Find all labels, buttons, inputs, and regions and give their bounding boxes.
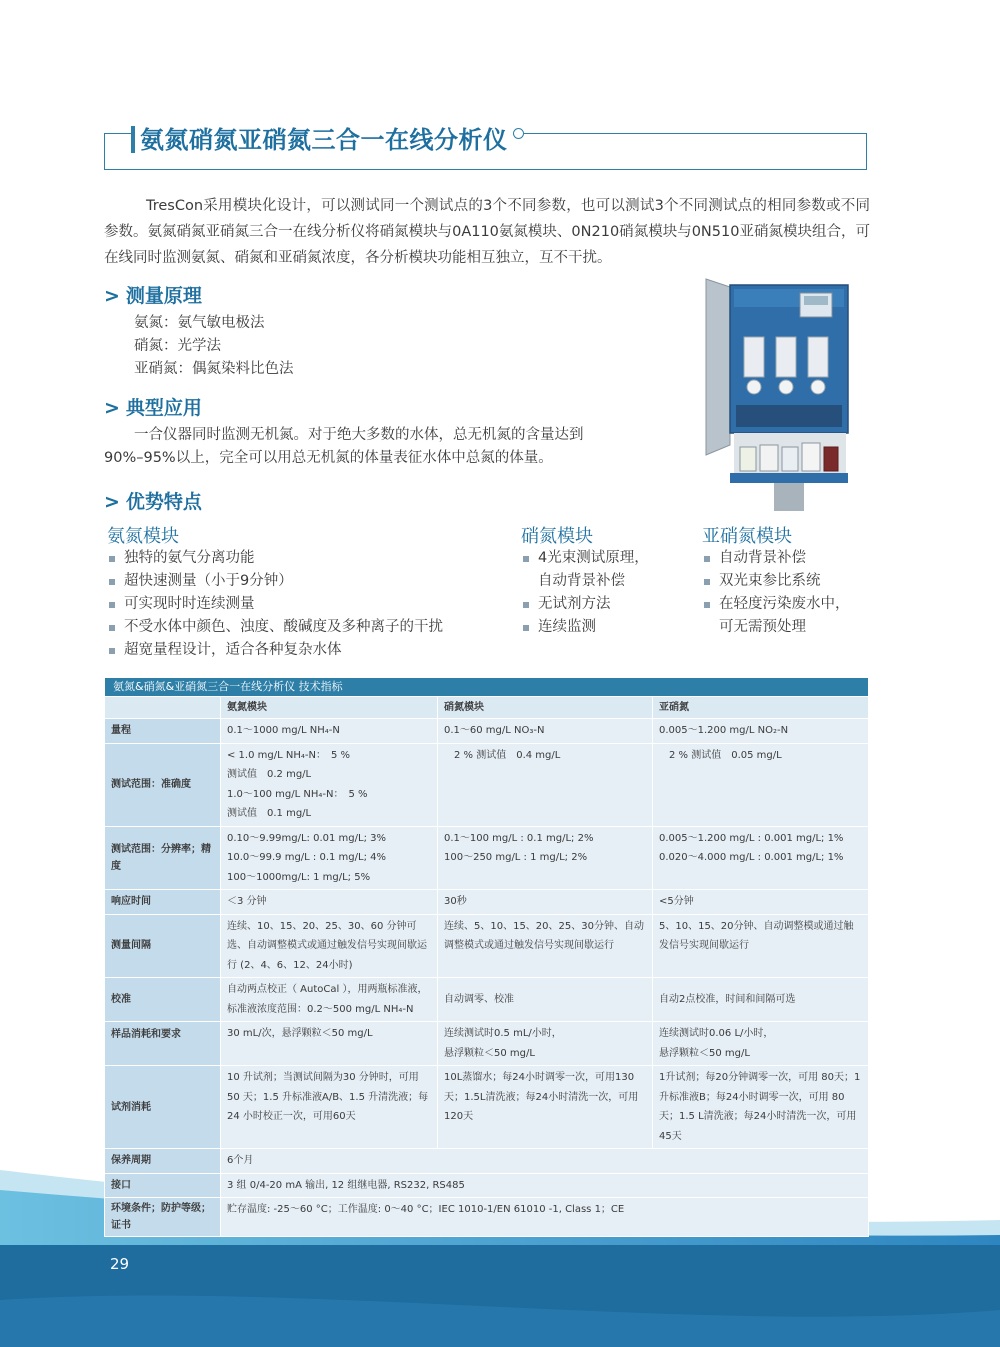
module-title-ammonia: 氨氮模块: [107, 526, 179, 547]
cell-line: 10.0～99.9 mg/L : 0.1 mg/L; 4%: [227, 852, 386, 863]
table-cell: [221, 743, 438, 826]
table-header-row: [105, 697, 869, 719]
principle-line: 亚硝氮：偶氮染料比色法: [134, 361, 294, 377]
table-caption: 氨氮&硝氮&亚硝氮三合一在线分析仪 技术指标: [105, 678, 869, 697]
list-item-text: 自动背景补偿: [538, 573, 625, 589]
table-cell: 6个月: [221, 1149, 869, 1174]
table-cell: 3 组 0/4-20 mA 输出, 12 组继电器, RS232, RS485: [221, 1173, 869, 1198]
row-label: 测量间隔: [105, 914, 221, 978]
cell-line: 100～250 mg/L : 1 mg/L; 2%: [444, 852, 588, 863]
table-cell: 自动2点校准，时间和间隔可选: [653, 978, 869, 1022]
row-label: 试剂消耗: [105, 1066, 221, 1149]
table-row: [105, 1173, 869, 1198]
module-title-nitrate: 硝氮模块: [521, 526, 593, 547]
ammonia-feature-list: [107, 547, 443, 662]
bullet-icon: [109, 648, 115, 654]
table-cell: 30秒: [438, 890, 653, 915]
application-text: [104, 424, 584, 470]
table-row: [105, 1022, 869, 1066]
cell-line: 测试值 0.1 mg/L: [227, 808, 312, 819]
table-header-cell: 硝氮模块: [438, 697, 653, 719]
bullet-icon: [523, 625, 529, 631]
cell-line: 1.0～100 mg/L NH₄-N： 5 %: [227, 788, 368, 800]
list-item: [107, 547, 443, 570]
row-label: 量程: [105, 719, 221, 744]
section-heading-text: 测量原理: [125, 285, 202, 307]
nitrate-feature-list: [521, 547, 649, 639]
application-line: 90%–95%以上，完全可以用总无机氮的体量表征水体中总氮的体量。: [104, 450, 553, 466]
table-row: [105, 743, 869, 826]
list-item-text: 可无需预处理: [719, 619, 806, 635]
intro-paragraph: TresCon采用模块化设计，可以测试同一个测试点的3个不同参数，也可以测试3个不同测试点的相同参数或不同参数。氨氮硝氮亚硝氮三合一在线分析仪将硝氮模块与0A110氨氮模块、0N210硝氮模块与0N510亚硝氮模块组合，可在线同时监测氨氮、硝氮和亚硝氮浓度，各分析模块功能相互独立，互不干扰。: [104, 198, 870, 266]
cell-line: 100～1000mg/L: 1 mg/L; 5%: [227, 871, 371, 883]
cell-line: 0.1～100 mg/L : 0.1 mg/L; 2%: [444, 832, 594, 844]
table-cell: [653, 826, 869, 890]
section-heading-text: 优势特点: [125, 491, 202, 513]
table-cell: [438, 1022, 653, 1066]
table-row: [105, 978, 869, 1022]
list-item-text: 不受水体中颜色、浊度、酸碱度及多种离子的干扰: [124, 619, 443, 635]
cell-line: 0.020～4.000 mg/L : 0.001 mg/L; 1%: [659, 852, 844, 863]
section-heading-text: 典型应用: [125, 397, 202, 419]
bullet-icon: [704, 579, 710, 585]
list-item: [107, 570, 443, 593]
table-cell: 1升试剂；每20分钟调零一次，可用 80天；1升标准液B；每24小时调零一次，可用 80天；1.5 L清洗液；每24小时清洗一次，可用45天: [653, 1066, 869, 1149]
table-cell: 自动调零、校准: [438, 978, 653, 1022]
bullet-icon: [523, 556, 529, 562]
cell-line: 悬浮颗粒＜50 mg/L: [659, 1047, 750, 1059]
table-cell: 0.005～1.200 mg/L NO₂-N: [653, 719, 869, 744]
title-ring-ornament: [513, 128, 524, 139]
nitrite-feature-list: [702, 547, 850, 639]
table-row: [105, 826, 869, 890]
list-item: [702, 570, 850, 593]
table-row: [105, 914, 869, 978]
row-label: 测试范围：分辨率；精度: [105, 826, 221, 890]
application-line: 一合仪器同时监测无机氮。对于绝大多数的水体，总无机氮的含量达到: [134, 427, 584, 443]
row-label: 样品消耗和要求: [105, 1022, 221, 1066]
table-cell: [221, 826, 438, 890]
table-cell: ＜3 分钟: [221, 890, 438, 915]
page-title: 氨氮硝氮亚硝氮三合一在线分析仪: [140, 126, 508, 154]
bullet-icon: [704, 556, 710, 562]
cell-line: 测试值 0.2 mg/L: [227, 769, 312, 780]
bullet-icon: [109, 579, 115, 585]
section-heading-principle: [104, 281, 202, 308]
table-cell: 2 % 测试值 0.4 mg/L: [438, 743, 653, 826]
list-item: [107, 616, 443, 639]
principle-line: 氨氮：氨气敏电极法: [134, 315, 265, 331]
list-item: [521, 547, 649, 570]
table-cell: 连续、5、10、15、20、25、30分钟、自动调整模式或通过触发信号实现间歇运行: [438, 914, 653, 978]
list-item-text: 超快速测量（小于9分钟）: [124, 573, 293, 589]
title-frame-top: [104, 133, 132, 134]
bullet-icon: [109, 556, 115, 562]
row-label: 测试范围：准确度: [105, 743, 221, 826]
list-item: [107, 593, 443, 616]
table-cell: [653, 1022, 869, 1066]
chevron-icon: >: [104, 285, 120, 307]
table-cell: <5分钟: [653, 890, 869, 915]
table-cell: 连续、10、15、20、25、30、60 分钟可选、自动调整模式或通过触发信号实现间歇运行 (2、4、6、12、24小时): [221, 914, 438, 978]
bullet-icon: [704, 602, 710, 608]
table-cell: 0.1～60 mg/L NO₃-N: [438, 719, 653, 744]
table-cell: 30 mL/次，悬浮颗粒＜50 mg/L: [221, 1022, 438, 1066]
cell-line: 0.10～9.99mg/L: 0.01 mg/L; 3%: [227, 832, 386, 844]
list-item-text: 可实现时时连续测量: [124, 596, 255, 612]
title-accent-bar: [131, 126, 135, 153]
list-item-text: 双光束参比系统: [719, 573, 821, 589]
table-cell: 10L蒸馏水；每24小时调零一次，可用130天；1.5L清洗液；每24小时清洗一次，可用120天: [438, 1066, 653, 1149]
list-item-text: 无试剂方法: [538, 596, 611, 612]
list-item: [702, 547, 850, 570]
list-item: [702, 593, 850, 616]
principle-list: [134, 312, 294, 381]
list-item-text: 自动背景补偿: [719, 550, 806, 566]
list-item: [521, 570, 649, 593]
analyzer-photo: [700, 277, 862, 512]
list-item-text: 独特的氨气分离功能: [124, 550, 255, 566]
title-block: [104, 118, 867, 171]
table-header-cell: 氨氮模块: [221, 697, 438, 719]
table-cell: [438, 826, 653, 890]
chevron-icon: >: [104, 397, 120, 419]
cell-line: 连续测试时0.06 L/小时，: [659, 1028, 774, 1039]
table-cell: 0.1～1000 mg/L NH₄-N: [221, 719, 438, 744]
section-heading-application: [104, 393, 202, 420]
table-row: [105, 1198, 869, 1237]
bullet-icon: [109, 625, 115, 631]
table-row: [105, 890, 869, 915]
list-item-text: 超宽量程设计，适合各种复杂水体: [124, 642, 342, 658]
bullet-icon: [523, 602, 529, 608]
list-item-text: 连续监测: [538, 619, 596, 635]
title-frame-top-right: [524, 133, 867, 134]
table-cell: 2 % 测试值 0.05 mg/L: [653, 743, 869, 826]
table-header-cell: [105, 697, 221, 719]
bullet-icon: [109, 602, 115, 608]
table-header-cell: 亚硝氮: [653, 697, 869, 719]
table-cell: 自动两点校正（ AutoCal ），用两瓶标准液，标准液浓度范围：0.2～500 mg/L NH₄-N: [221, 978, 438, 1022]
page-number: 29: [110, 1255, 130, 1273]
table-cell: 10 升试剂；当测试间隔为30 分钟时，可用50 天；1.5 升标准液A/B、1.5 升清洗液；每24 小时校正一次，可用60天: [221, 1066, 438, 1149]
table-cell: 5、10、15、20分钟、自动调整模或通过触发信号实现间歇运行: [653, 914, 869, 978]
list-item-text: 4光束测试原理，: [538, 550, 649, 566]
list-item-text: 在轻度污染废水中，: [719, 596, 850, 612]
table-row: [105, 1149, 869, 1174]
spec-table: [104, 677, 869, 1237]
row-label: 响应时间: [105, 890, 221, 915]
row-label: 接口: [105, 1173, 221, 1198]
section-heading-advantages: [104, 487, 202, 514]
list-item: [521, 616, 649, 639]
cell-line: 连续测试时0.5 mL/小时，: [444, 1028, 562, 1039]
list-item: [107, 639, 443, 662]
row-label: 校准: [105, 978, 221, 1022]
table-cell: 贮存温度: -25～60 °C；工作温度: 0～40 °C；IEC 1010-1/EN 61010 -1, Class 1；CE: [221, 1198, 869, 1237]
table-row: [105, 1066, 869, 1149]
row-label: 环境条件；防护等级；证书: [105, 1198, 221, 1237]
row-label: 保养周期: [105, 1149, 221, 1174]
table-caption-row: [105, 678, 869, 697]
chevron-icon: >: [104, 491, 120, 513]
list-item: [521, 593, 649, 616]
cell-line: 悬浮颗粒＜50 mg/L: [444, 1047, 535, 1059]
module-title-nitrite: 亚硝氮模块: [702, 526, 792, 547]
principle-line: 硝氮：光学法: [134, 338, 221, 354]
list-item: [702, 616, 850, 639]
cell-line: 0.005～1.200 mg/L : 0.001 mg/L; 1%: [659, 832, 844, 844]
cell-line: < 1.0 mg/L NH₄-N： 5 %: [227, 749, 350, 761]
table-row: [105, 719, 869, 744]
